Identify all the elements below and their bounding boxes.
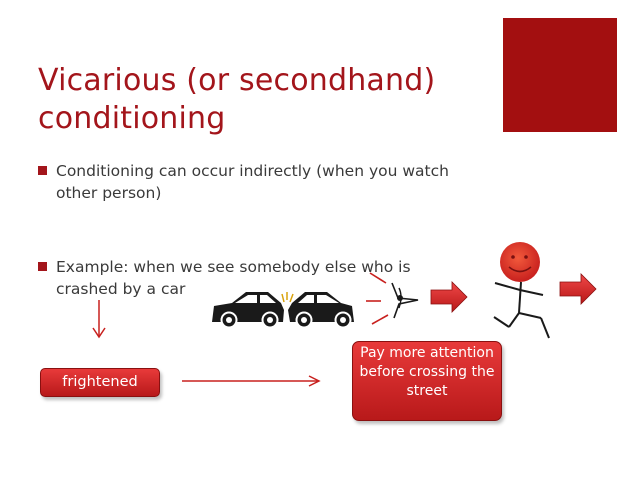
title-line-1: Vicarious (or secondhand) (38, 63, 436, 98)
right-arrow-icon (431, 282, 467, 312)
title-line-2: conditioning (38, 101, 226, 136)
eye-icon (366, 273, 418, 324)
outcome-box (352, 341, 502, 421)
outcome-label: Pay more attention before crossing the street (359, 345, 495, 399)
right-arrow-long-icon (182, 376, 319, 386)
car-crash-icon (212, 292, 354, 328)
frightened-box (40, 368, 160, 397)
stick-figure-icon (494, 242, 549, 338)
right-arrow-icon (560, 274, 596, 304)
bullet-text: Conditioning can occur indirectly (when you watch other person) (56, 162, 449, 202)
down-arrow-icon (93, 300, 105, 337)
bullet-text: Example: when we see somebody else who is crashed by a car (56, 258, 411, 298)
frightened-label: frightened (62, 374, 138, 390)
